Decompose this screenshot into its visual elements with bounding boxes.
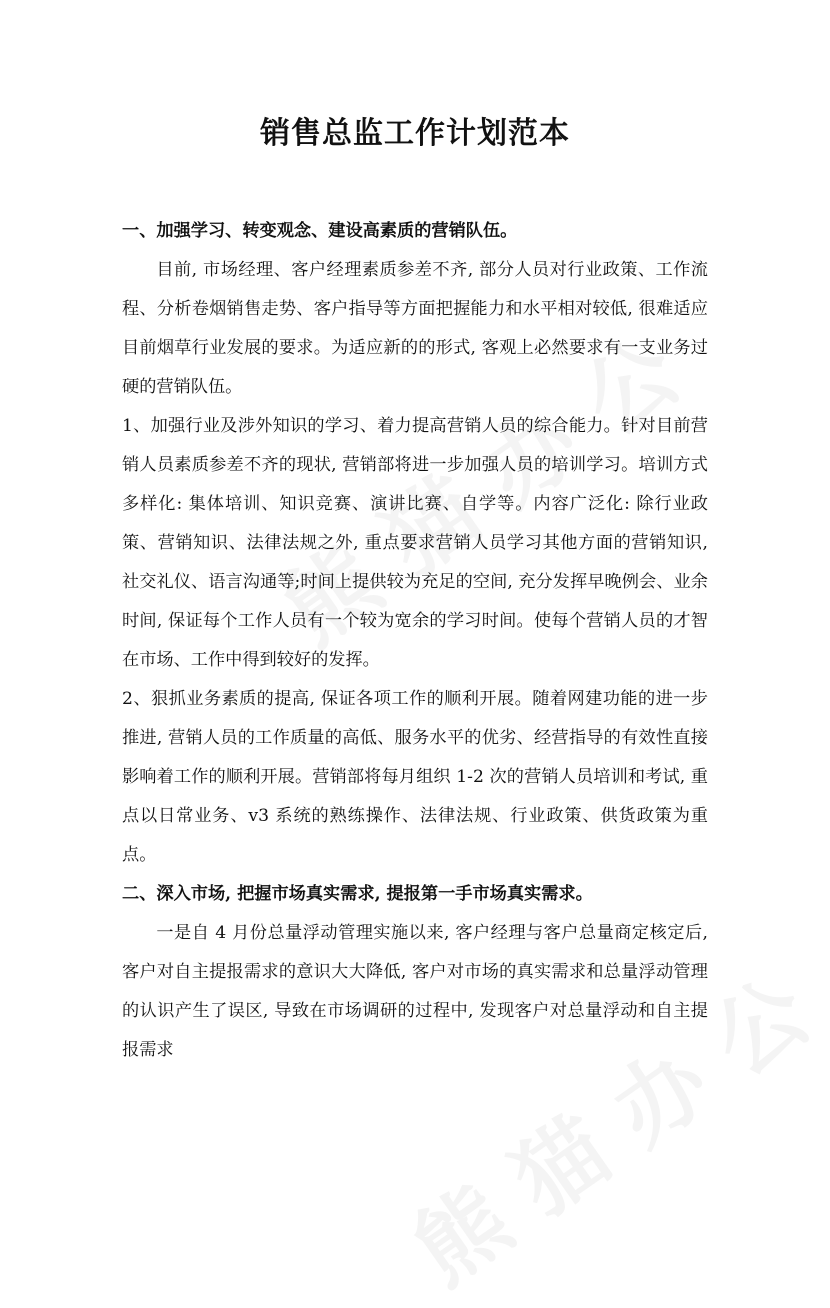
paragraph: 目前, 市场经理、客户经理素质参差不齐, 部分人员对行业政策、工作流程、分析卷烟销售走势、客户指导等方面把握能力和水平相对较低, 很难适应目前烟草行业发展的要求。为适应新的的形式, 客观上必然要求有一支业务过硬的营销队伍。 [122, 260, 708, 397]
paragraph: 1、加强行业及涉外知识的学习、着力提高营销人员的综合能力。针对目前营销人员素质参差不齐的现状, 营销部将进一步加强人员的培训学习。培训方式多样化: 集体培训、知识竞赛、演讲比赛、自学等。内容广泛化: 除行业政策、营销知识、法律法规之外, 重点要求营销人员学习其他方面的营销知识, 社交礼仪、语言沟通等;时间上提供较为充足的空间, 充分发挥早晚例会、业余时间, 保证每个工作人员有一个较为宽余的学习时间。使每个营销人员的才智在市场、工作中得到较好的发挥。 [122, 416, 708, 670]
document-title: 销售总监工作计划范本 [260, 116, 570, 151]
document-body [122, 212, 708, 1070]
section-heading-2: 二、深入市场, 把握市场真实需求, 提报第一手市场真实需求。 [122, 884, 593, 904]
section-heading-1: 一、加强学习、转变观念、建设高素质的营销队伍。 [122, 221, 518, 241]
paragraph: 2、狠抓业务素质的提高, 保证各项工作的顺利开展。随着网建功能的进一步推进, 营销人员的工作质量的高低、服务水平的优劣、经营指导的有效性直接影响着工作的顺利开展。营销部将每月组织 1-2 次的营销人员培训和考试, 重点以日常业务、v3 系统的熟练操作、法律法规、行业政策、供货政策为重点。 [122, 689, 708, 865]
paragraph: 一是自 4 月份总量浮动管理实施以来, 客户经理与客户总量商定核定后, 客户对自主提报需求的意识大大降低, 客户对市场的真实需求和总量浮动管理的认识产生了误区, 导致在市场调研的过程中, 发现客户对总量浮动和自主提报需求 [122, 923, 708, 1060]
